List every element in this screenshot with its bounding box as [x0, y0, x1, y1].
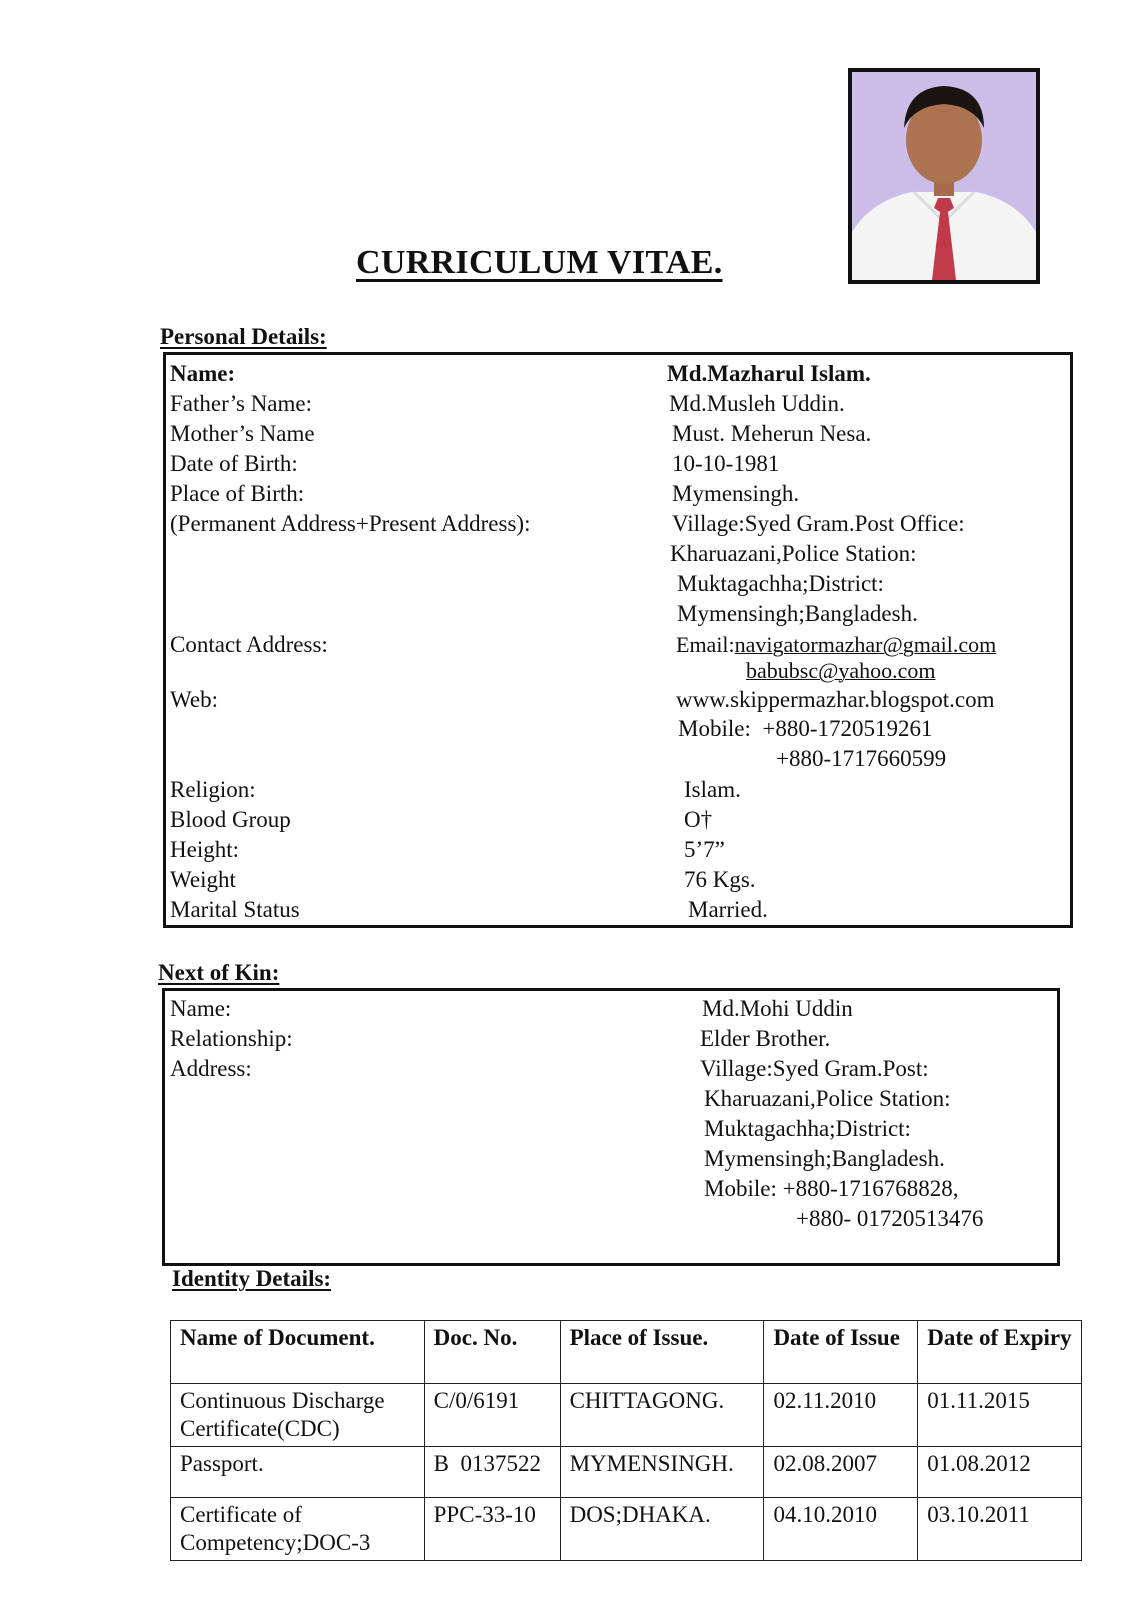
- blood-group-value: O†: [684, 807, 713, 832]
- table-cell: Passport.: [171, 1447, 425, 1498]
- weight-label: Weight: [170, 867, 236, 892]
- kin-name-value: Md.Mohi Uddin: [702, 996, 853, 1021]
- religion-label: Religion:: [170, 777, 256, 802]
- table-cell: B 0137522: [424, 1447, 560, 1498]
- identity-details-heading: Identity Details:: [172, 1266, 332, 1291]
- height-label: Height:: [170, 837, 239, 862]
- kin-relationship-label: Relationship:: [170, 1026, 293, 1051]
- address-line: Muktagachha;District:: [677, 571, 884, 596]
- weight-value: 76 Kgs.: [684, 867, 756, 892]
- height-value: 5’7”: [684, 837, 725, 862]
- personal-details-heading: Personal Details:: [160, 324, 327, 349]
- father-name-label: Father’s Name:: [170, 391, 313, 416]
- mother-name-label: Mother’s Name: [170, 421, 315, 446]
- table-cell: MYMENSINGH.: [560, 1447, 764, 1498]
- mother-name-value: Must. Meherun Nesa.: [672, 421, 872, 446]
- table-row: [171, 1498, 1082, 1561]
- col-header: Date of Expiry: [918, 1321, 1082, 1384]
- table-cell: DOS;DHAKA.: [560, 1498, 764, 1561]
- dob-value: 10-10-1981: [672, 451, 780, 476]
- address-line: Village:Syed Gram.Post Office:: [672, 511, 965, 536]
- name-value: Md.Mazharul Islam.: [667, 361, 871, 386]
- col-header: Place of Issue.: [560, 1321, 764, 1384]
- father-name-value: Md.Musleh Uddin.: [669, 391, 845, 416]
- table-cell: Continuous Discharge Certificate(CDC): [171, 1384, 425, 1447]
- col-header: Date of Issue: [764, 1321, 918, 1384]
- blood-group-label: Blood Group: [170, 807, 291, 832]
- table-row: [171, 1447, 1082, 1498]
- kin-address-line: Mymensingh;Bangladesh.: [704, 1146, 945, 1171]
- table-row: [171, 1384, 1082, 1447]
- table-cell: 01.11.2015: [918, 1384, 1082, 1447]
- kin-mobile-row: [704, 1175, 958, 1203]
- kin-address-line: Muktagachha;District:: [704, 1116, 911, 1141]
- address-line: Kharuazani,Police Station:: [670, 541, 917, 566]
- marital-status-label: Marital Status: [170, 897, 300, 922]
- table-cell: C/0/6191: [424, 1384, 560, 1447]
- contact-label: Contact Address:: [170, 632, 328, 657]
- col-header: Doc. No.: [424, 1321, 560, 1384]
- kin-relationship-value: Elder Brother.: [700, 1026, 831, 1051]
- table-cell: Certificate of Competency;DOC-3: [171, 1498, 425, 1561]
- email-row: [676, 631, 996, 659]
- pob-value: Mymensingh.: [672, 481, 800, 506]
- person-portrait-icon: [852, 72, 1036, 280]
- kin-mobile-2: +880- 01720513476: [796, 1206, 984, 1231]
- mobile-row: [678, 715, 932, 743]
- kin-mobile-prefix: Mobile:: [704, 1176, 777, 1201]
- profile-photo: [848, 68, 1040, 284]
- table-cell: CHITTAGONG.: [560, 1384, 764, 1447]
- table-cell: 04.10.2010: [764, 1498, 918, 1561]
- table-cell: 03.10.2011: [918, 1498, 1082, 1561]
- kin-name-label: Name:: [170, 996, 232, 1021]
- web-value: www.skippermazhar.blogspot.com: [676, 687, 995, 712]
- address-line: Mymensingh;Bangladesh.: [677, 601, 918, 626]
- kin-address-line: Village:Syed Gram.Post:: [700, 1056, 929, 1081]
- mobile-prefix: Mobile:: [678, 716, 751, 741]
- table-header-row: [171, 1321, 1082, 1384]
- kin-address-line: Kharuazani,Police Station:: [704, 1086, 951, 1111]
- marital-status-value: Married.: [688, 897, 768, 922]
- mobile-2: +880-1717660599: [776, 746, 947, 771]
- address-label: (Permanent Address+Present Address):: [170, 511, 531, 536]
- table-cell: PPC-33-10: [424, 1498, 560, 1561]
- table-cell: 02.11.2010: [764, 1384, 918, 1447]
- identity-table: [170, 1320, 1082, 1561]
- kin-mobile-1: +880-1716768828,: [782, 1176, 959, 1201]
- next-of-kin-heading: Next of Kin:: [158, 960, 280, 985]
- table-cell: 01.08.2012: [918, 1447, 1082, 1498]
- mobile-1: +880-1720519261: [762, 716, 933, 741]
- email-link-1[interactable]: navigatormazhar@gmail.com: [734, 632, 997, 657]
- web-label: Web:: [170, 687, 218, 712]
- page-title: CURRICULUM VITAE.: [356, 244, 723, 281]
- dob-label: Date of Birth:: [170, 451, 298, 476]
- religion-value: Islam.: [684, 777, 741, 802]
- kin-address-label: Address:: [170, 1056, 252, 1081]
- table-cell: 02.08.2007: [764, 1447, 918, 1498]
- name-label: Name:: [170, 361, 236, 386]
- email-prefix: Email:: [676, 632, 735, 657]
- email-link-2[interactable]: babubsc@yahoo.com: [746, 658, 936, 683]
- pob-label: Place of Birth:: [170, 481, 305, 506]
- col-header: Name of Document.: [171, 1321, 425, 1384]
